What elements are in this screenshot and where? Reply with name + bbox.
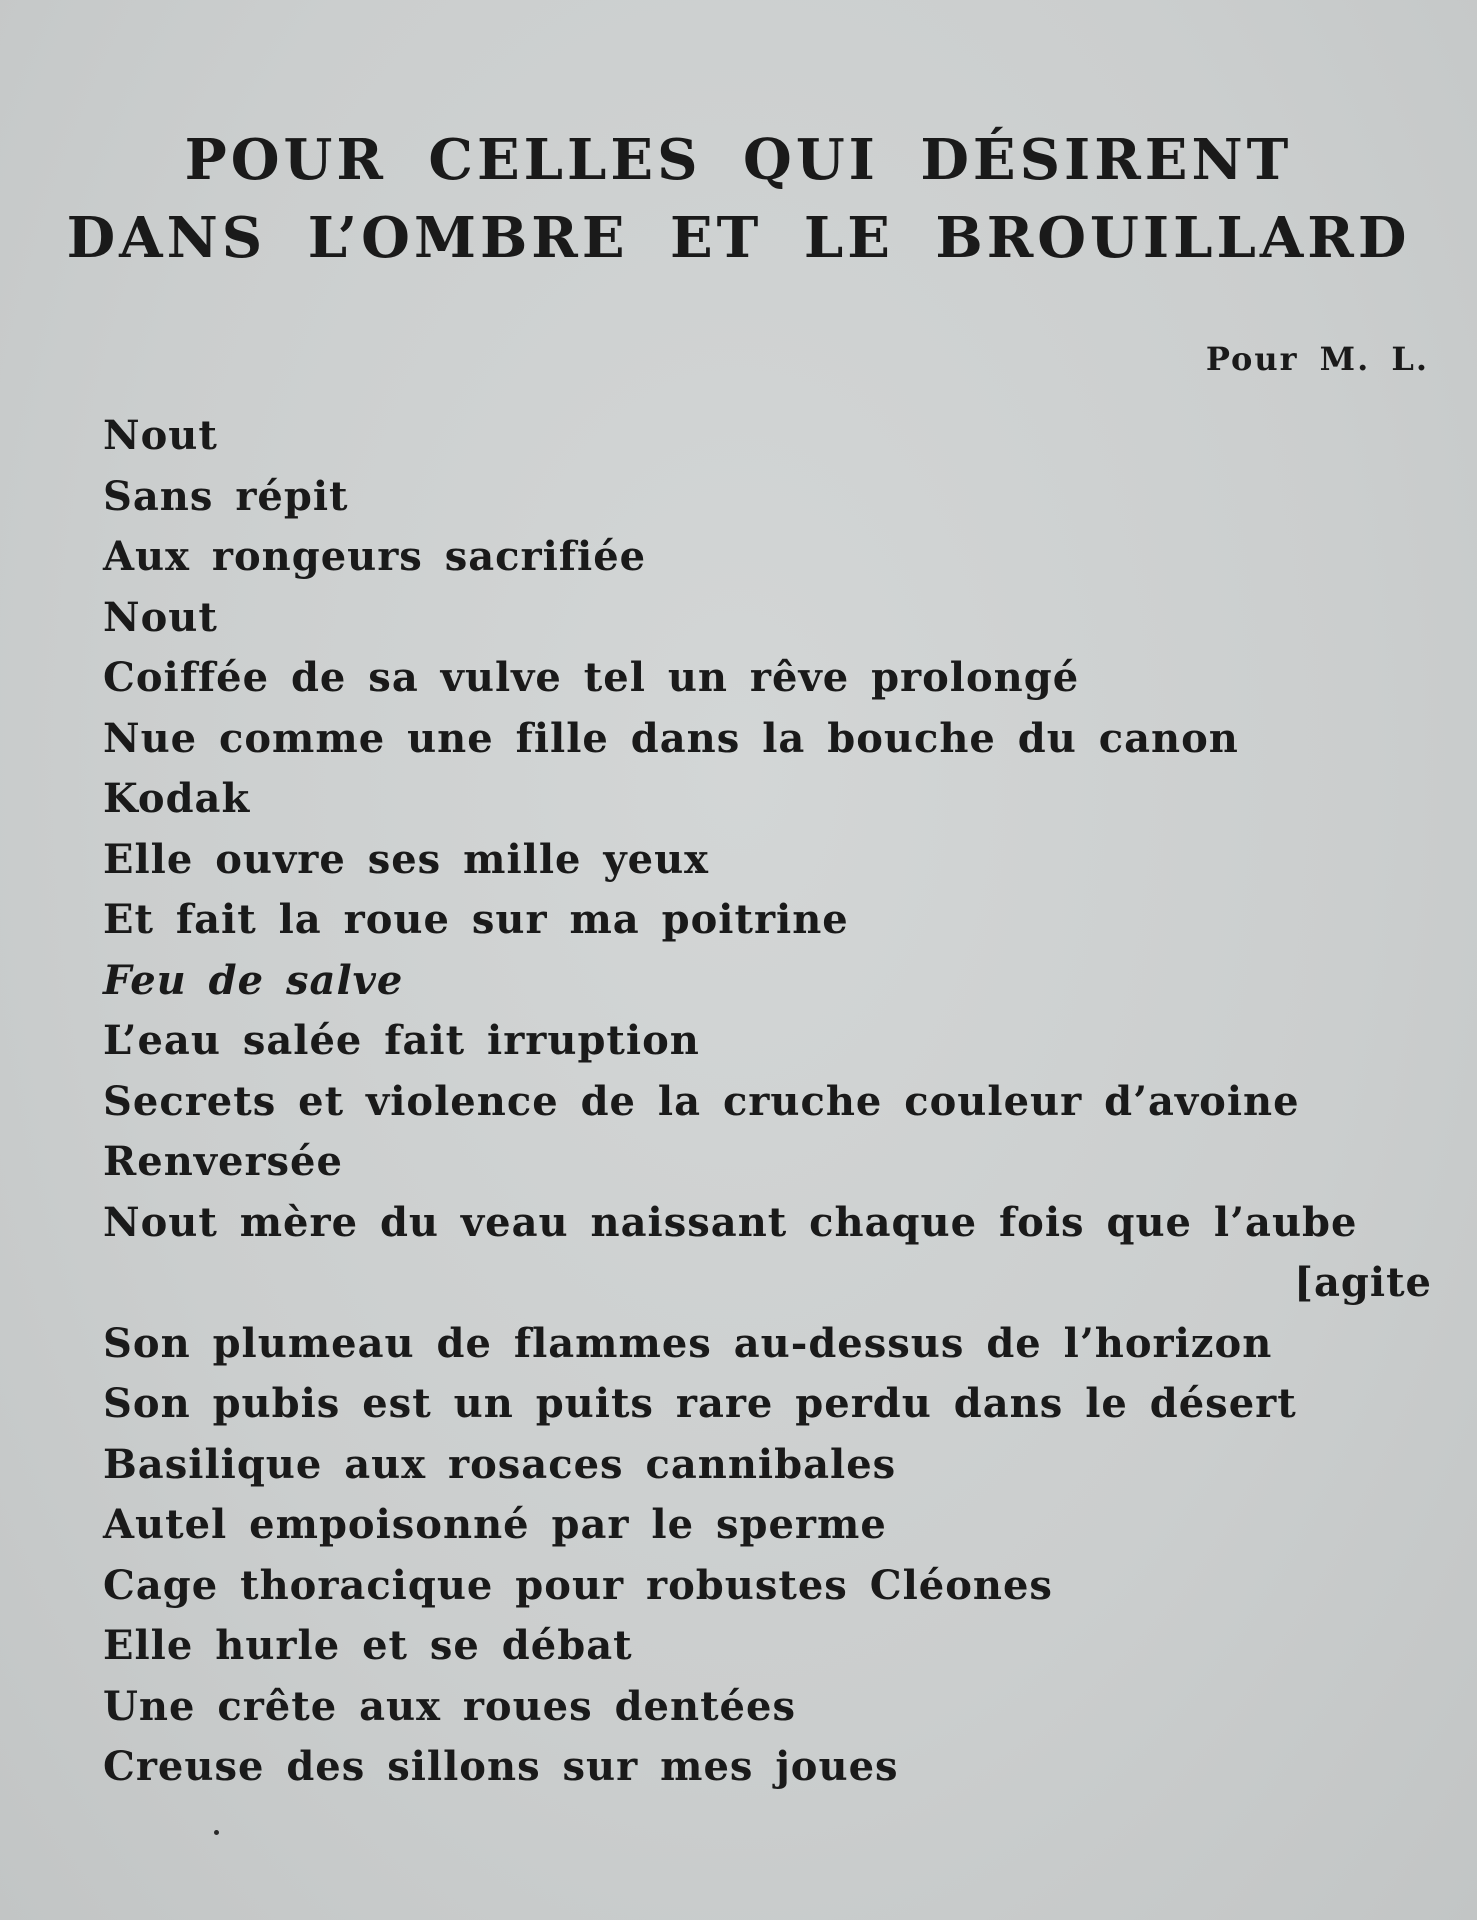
verse-line: Elle ouvre ses mille yeux [103,835,710,883]
verse-line: Creuse des sillons sur mes joues [103,1743,899,1790]
verse-line: Une crête aux roues dentées [103,1682,796,1730]
verse-line: Elle hurle et se débat [103,1622,633,1669]
poem-body [103,406,1433,1798]
verse-line: L’eau salée fait irruption [103,1017,700,1064]
verse-turnover: [agite [1294,1259,1432,1306]
verse-line: Nout [103,593,218,641]
verse-line: Nout [103,412,218,459]
verse-line: Coiffée de sa vulve tel un rêve prolongé [103,654,1080,701]
verse-line: Son pubis est un puits rare perdu dans le désert [103,1380,1297,1427]
verse-line: Renversée [103,1138,343,1185]
verse-line: Son plumeau de flammes au-dessus de l’horizon [103,1319,1273,1367]
verse-line: Et fait la roue sur ma poitrine [103,896,849,943]
dedication: Pour M. L. [1205,340,1429,378]
verse-line-italic: Feu de salve [103,956,404,1004]
poem-title-line-1: POUR CELLES QUI DÉSIRENT [184,127,1293,193]
verse-line: Kodak [103,775,251,822]
paper-speck [214,1830,219,1835]
verse-line: Autel empoisonné par le sperme [103,1501,887,1548]
verse-line: Sans répit [103,472,349,520]
verse-line: Basilique aux rosaces cannibales [103,1440,897,1488]
verse-line: Cage thoracique pour robustes Cléones [103,1561,1053,1609]
poem-title-line-2: DANS L’OMBRE ET LE BROUILLARD [66,205,1411,271]
verse-line: Aux rongeurs sacrifiée [103,533,647,580]
verse-line: Nue comme une fille dans la bouche du canon [103,714,1239,762]
verse-line: Secrets et violence de la cruche couleur d’avoine [103,1077,1300,1125]
verse-line: Nout mère du veau naissant chaque fois que l’aube [103,1198,1358,1246]
